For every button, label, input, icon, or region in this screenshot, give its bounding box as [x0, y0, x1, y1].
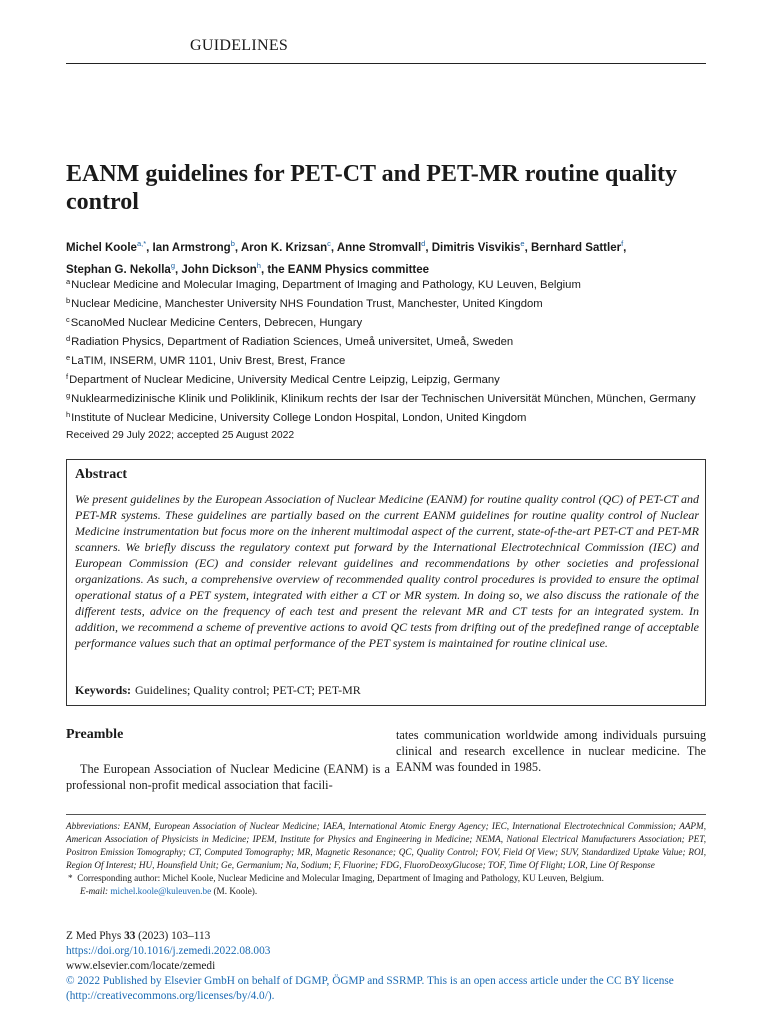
author[interactable]: John Dickson$^h$,	[181, 261, 268, 276]
journal-info	[66, 929, 711, 1004]
author[interactable]: Anne Stromvall$^d$,	[336, 239, 432, 254]
affiliation: $^e$LaTIM, INSERM, UMR 1101, Univ Brest, Brest, France	[66, 353, 346, 367]
author-list	[66, 235, 711, 279]
email-footnote: E-mail: michel.koole@kuleuven.be (M. Koole).	[80, 886, 258, 896]
footnotes	[66, 820, 706, 898]
body-text-left-column: The European Association of Nuclear Medicine (EANM) is a professional non-profit medical association that facili-	[66, 762, 390, 792]
doi-link[interactable]: https://doi.org/10.1016/j.zemedi.2022.08.003	[66, 945, 271, 957]
author[interactable]: Ian Armstrong$^b$,	[152, 239, 241, 254]
header-rule	[66, 63, 706, 64]
keywords-label: Keywords:	[75, 683, 131, 697]
author[interactable]: the EANM Physics committee	[267, 264, 430, 276]
abstract-text: We present guidelines by the European Association of Nuclear Medicine (EANM) for routine quality control (QC) of PET-CT and PET-MR systems. These guidelines are partially based on the current EANM guidelines for routine quality control of Nuclear Medicine instrumentation but focus more on the inherent multimodal aspect of the current, state-of-the-art PET-CT and PET-MR scanners. We briefly discuss the regulatory context put forward by the International Electrotechnical Commission (IEC) and European Commission (EC) and consider relevant guidelines and recommendations by other societies and professional organizations. As such, a comprehensive overview of recommended quality control procedures is provided to ensure the optimal operational status of a PET system, integrated with either a CT or MR system. In doing so, we also discuss the rationale of the different tests, advice on the frequency of each test and present the relevant MR and CT tests for an integrated system. In addition, we recommend a scheme of preventive actions to avoid QC tests from drifting out of the predefined range of acceptable performance values such that an optimal performance of the PET system is maintained for routine clinical use.	[75, 492, 699, 650]
corresponding-author-footnote: * Corresponding author: Michel Koole, Nuclear Medicine and Molecular Imaging, Department of Imaging and Pathology, KU Leuven, Belgium.	[68, 873, 604, 883]
license-text[interactable]: © 2022 Published by Elsevier GmbH on behalf of DGMP, ÖGMP and SSRMP. This is an open access article under the CC BY license (http://creativecommons.org/licenses/by/4.0/).	[66, 975, 674, 1002]
author[interactable]: Bernhard Sattler$^f$,	[530, 239, 627, 254]
section-header: GUIDELINES	[190, 37, 289, 54]
affiliation: $^h$Institute of Nuclear Medicine, University College London Hospital, London, United Kingdom	[66, 410, 527, 424]
received-dates: Received 29 July 2022; accepted 25 August 2022	[66, 430, 295, 441]
author[interactable]: Stephan G. Nekolla$^g$,	[66, 261, 182, 276]
journal-url[interactable]: www.elsevier.com/locate/zemedi	[66, 960, 216, 972]
article-title: EANM guidelines for PET-CT and PET-MR routine quality control	[66, 161, 677, 215]
email-link[interactable]: michel.koole@kuleuven.be	[110, 886, 212, 896]
author[interactable]: Aron K. Krizsan$^c$,	[240, 239, 337, 254]
affiliation: $^b$Nuclear Medicine, Manchester University NHS Foundation Trust, Manchester, United Kingdom	[66, 296, 543, 310]
citation: Z Med Phys 33 (2023) 103–113	[66, 930, 211, 942]
author[interactable]: Michel Koole$^{a,*}$,	[66, 239, 153, 254]
affiliation: $^a$Nuclear Medicine and Molecular Imaging, Department of Imaging and Pathology, KU Leuven, Belgium	[66, 277, 581, 291]
asterisk-marker: *	[68, 873, 73, 883]
affiliation: $^g$Nuklearmedizinische Klinik und Poliklinik, Klinikum rechts der Isar der Technischen Universität München, München, Germany	[66, 391, 696, 405]
abbreviations-footnote: Abbreviations: EANM, European Association of Nuclear Medicine; IAEA, International Atomic Energy Agency; IEC, International Electrotechnical Commission; AAPM, American Association of Physicists in Medicine; IPEM, Institute for Physics and Engineering in Medicine; NEMA, National Electrical Manufacturers Association; PET, Positron Emission Tomography; CT, Computed Tomography; MR, Magnetic Resonance; QC, Quality Control; FOV, Field Of View; SUV, Standardized Uptake Value; ROI, Region Of Interest; HU, Hounsfield Unit; Ge, Germanium; Na, Sodium; F, Fluorine; FDG, FluoroDeoxyGlucose; TOF, Time Of Flight; LOR, Line Of Response	[66, 821, 706, 870]
affiliation: $^d$Radiation Physics, Department of Radiation Sciences, Umeå universitet, Umeå, Sweden	[66, 334, 514, 348]
author[interactable]: Dimitris Visvikis$^e$,	[431, 239, 531, 254]
keywords	[75, 683, 361, 698]
section-heading-preamble: Preamble	[66, 727, 124, 742]
body-text-right-column: tates communication worldwide among individuals pursuing clinical and research excellence in nuclear medicine. The EANM was founded in 1985.	[396, 728, 706, 774]
abstract-heading: Abstract	[75, 467, 128, 482]
affiliation: $^c$ScanoMed Nuclear Medicine Centers, Debrecen, Hungary	[66, 315, 363, 329]
keywords-list: Guidelines; Quality control; PET-CT; PET-MR	[135, 683, 361, 697]
affiliation-list	[66, 274, 711, 426]
footnote-rule	[66, 814, 706, 815]
affiliation: $^f$Department of Nuclear Medicine, University Medical Centre Leipzig, Leipzig, Germany	[66, 372, 500, 386]
